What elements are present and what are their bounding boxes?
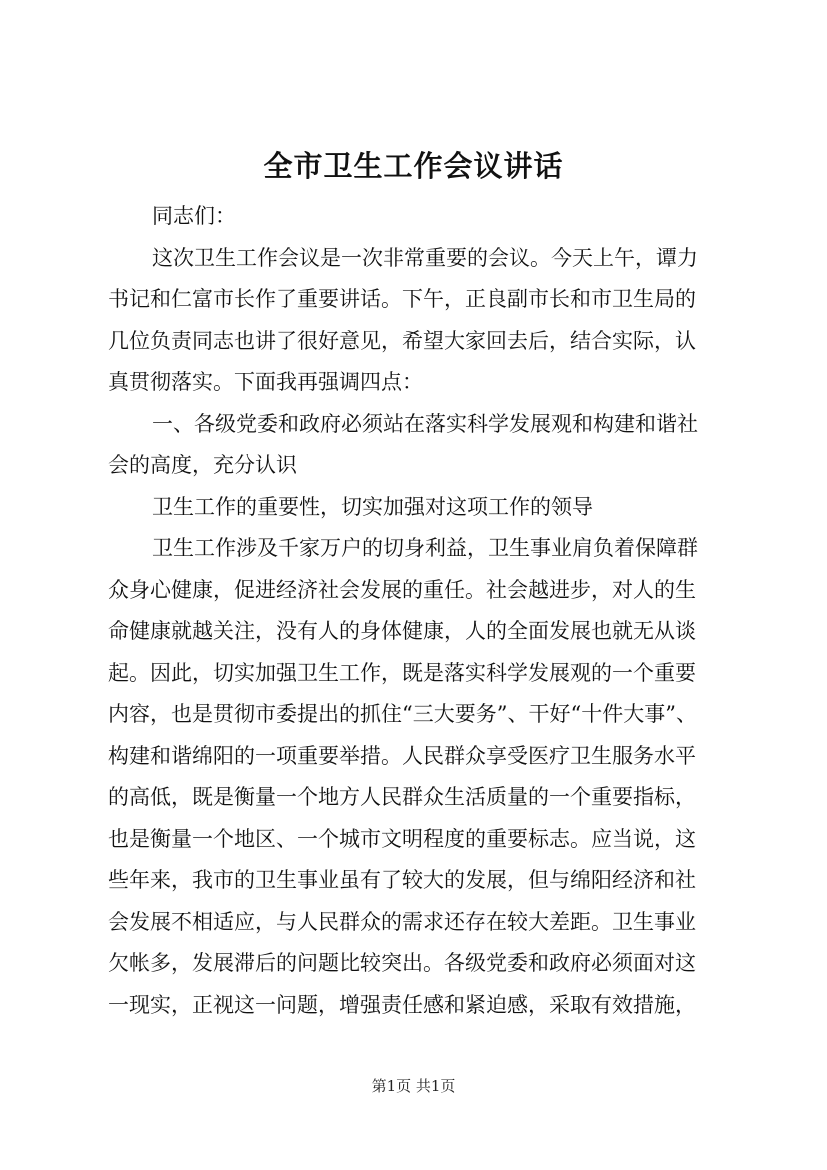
body-text-line: 一、各级党委和政府必须站在落实科学发展观和构建和谐社 <box>152 411 698 436</box>
body-text-line: 众身心健康，促进经济社会发展的重任。社会越进步，对人的生 <box>108 577 696 602</box>
body-text-line: 几位负责同志也讲了很好意见，希望大家回去后，结合实际，认 <box>108 328 696 353</box>
body-text-line: 也是衡量一个地区、一个城市文明程度的重要标志。应当说，这 <box>108 826 696 851</box>
page-footer: 第1页 共1页 <box>371 1077 456 1095</box>
body-text-line: 一现实，正视这一问题，增强责任感和紧迫感，采取有效措施， <box>108 992 696 1017</box>
body-text-line: 这次卫生工作会议是一次非常重要的会议。今天上午，谭力 <box>152 245 698 270</box>
body-text-line: 书记和仁富市长作了重要讲话。下午，正良副市长和市卫生局的 <box>108 287 696 311</box>
body-text-line: 真贯彻落实。下面我再强调四点： <box>108 370 423 394</box>
body-text-line: 会发展不相适应，与人民群众的需求还存在较大差距。卫生事业 <box>108 909 696 934</box>
body-text-line: 内容，也是贯彻市委提出的抓住“三大要务”、干好“十件大事”、 <box>108 702 697 726</box>
body-text-line: 会的高度，充分认识 <box>108 453 297 477</box>
body-text-line: 命健康就越关注，没有人的身体健康，人的全面发展也就无从谈 <box>108 619 696 643</box>
document-title: 全市卫生工作会议讲话 <box>263 149 564 183</box>
document-body <box>108 196 732 1026</box>
body-text-line: 的高低，既是衡量一个地方人民群众生活质量的一个重要指标， <box>108 785 696 809</box>
body-text-line: 些年来，我市的卫生事业虽有了较大的发展，但与绵阳经济和社 <box>108 868 696 892</box>
body-text-line: 同志们： <box>152 204 236 228</box>
body-text-line: 起。因此，切实加强卫生工作，既是落实科学发展观的一个重要 <box>108 660 696 685</box>
body-text-line: 卫生工作的重要性，切实加强对这项工作的领导 <box>152 494 593 519</box>
body-text-line: 构建和谐绵阳的一项重要举措。人民群众享受医疗卫生服务水平 <box>108 743 696 768</box>
body-text-line: 欠帐多，发展滞后的问题比较突出。各级党委和政府必须面对这 <box>108 951 696 975</box>
body-text-line: 卫生工作涉及千家万户的切身利益，卫生事业肩负着保障群 <box>152 536 698 560</box>
